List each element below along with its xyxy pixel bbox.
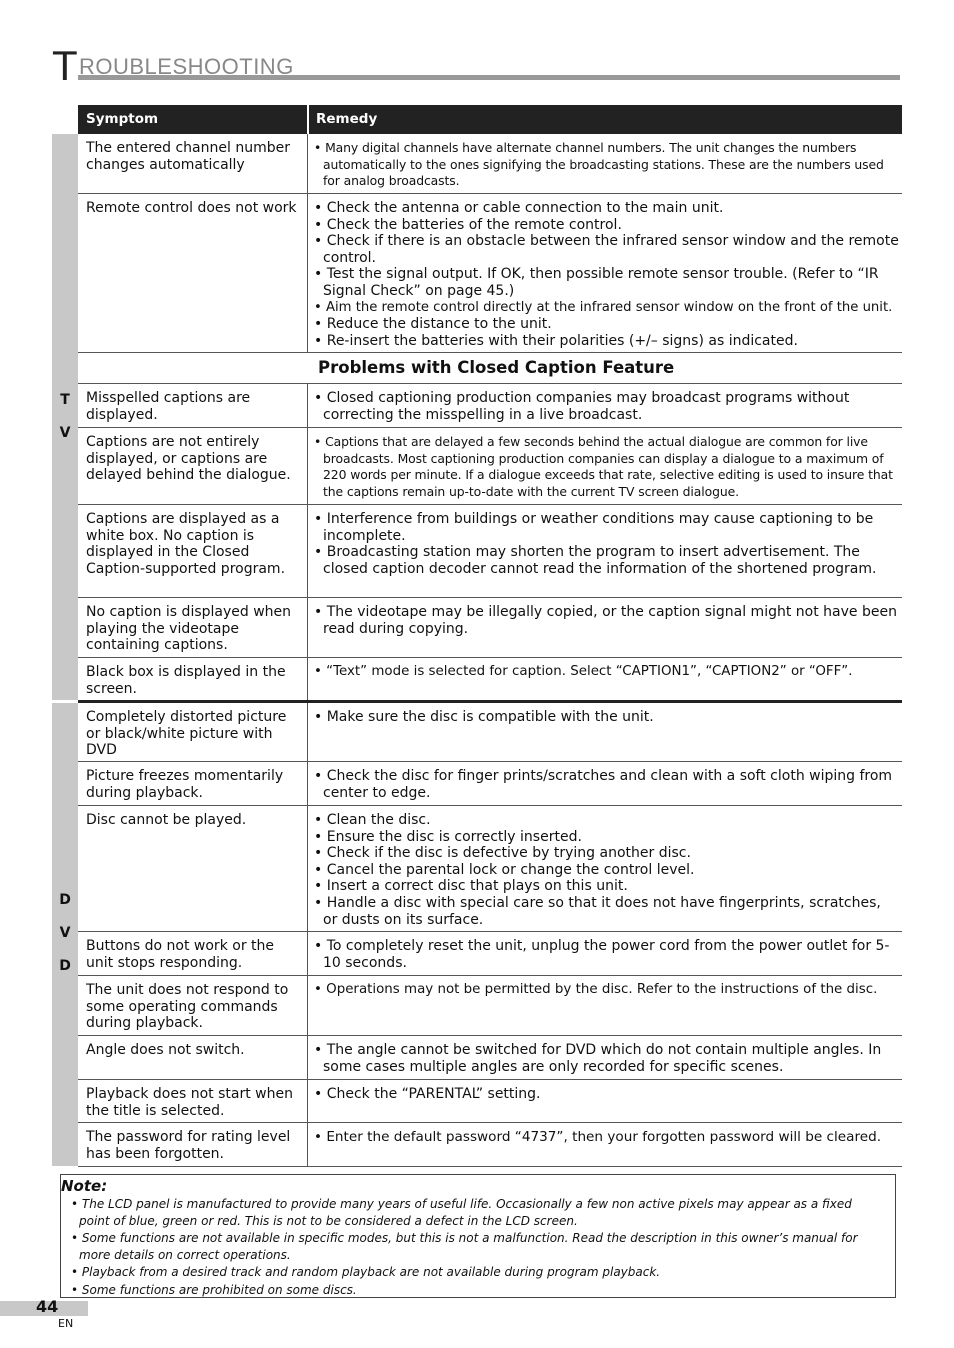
table-row: [78, 762, 902, 806]
title-rest: ROUBLESHOOTING: [79, 54, 294, 79]
note-item: • Some functions are not available in specific modes, but this is not a malfunction. Read the description in this owner’s manual for more details on correct operations.: [71, 1230, 886, 1263]
tv-label-v: V: [59, 425, 71, 441]
symptom-text: Completely distorted picture or black/white picture with DVD: [86, 709, 287, 759]
table-row: [78, 806, 902, 932]
symptom-text: Misspelled captions are displayed.: [86, 390, 251, 423]
remedy-item: • Enter the default password “4737”, then your forgotten password will be cleared.: [314, 1129, 899, 1146]
title-initial: T: [52, 42, 78, 89]
note-box: [60, 1174, 896, 1298]
symptom-text: The unit does not respond to some operating commands during playback.: [86, 982, 289, 1032]
remedy-list: [314, 938, 899, 971]
remedy-item: • Check the antenna or cable connection to the main unit.: [314, 200, 899, 217]
table-header: [78, 105, 902, 134]
remedy-item: • Cancel the parental lock or change the control level.: [314, 862, 899, 879]
dvd-label-d1: D: [59, 892, 71, 908]
note-item: • Playback from a desired track and random playback are not available during program playback.: [71, 1264, 886, 1281]
remedy-item: • Ensure the disc is correctly inserted.: [314, 829, 899, 846]
table-row: [78, 598, 902, 658]
page-language: EN: [58, 1317, 74, 1330]
table-row: [78, 428, 902, 505]
table-row: [78, 384, 902, 428]
section-heading-row: [78, 353, 902, 384]
symptom-text: Remote control does not work: [86, 200, 297, 216]
remedy-item: • Many digital channels have alternate channel numbers. The unit changes the numbers automatically to the ones signifying the broadcasting stations. These are the numbers used for analog broadcasts.: [314, 140, 899, 190]
note-item: • The LCD panel is manufactured to provide many years of useful life. Occasionally a few non active pixels may appear as a fixed point of blue, green or red. This is not to be considered a defect in the LCD screen.: [71, 1196, 886, 1229]
symptom-text: Picture freezes momentarily during playback.: [86, 768, 284, 801]
remedy-item: • Captions that are delayed a few seconds behind the actual dialogue are common for live broadcasts. Most captioning production companies can display a dialogue to a maximum of 220 words per minute. If a dialogue exceeds that rate, selective editing is used to insure that the captions remain up-to-date with the current TV screen dialogue.: [314, 434, 899, 500]
page-title: [52, 42, 902, 89]
remedy-list: [314, 982, 899, 999]
remedy-item: • Check the disc for finger prints/scratches and clean with a soft cloth wiping from center to edge.: [314, 768, 899, 801]
remedy-item: • Handle a disc with special care so that it does not have fingerprints, scratches, or dusts on its surface.: [314, 895, 899, 928]
table-row: [78, 1080, 902, 1123]
remedy-list: [314, 390, 899, 423]
remedy-item: • Broadcasting station may shorten the program to insert advertisement. The closed caption decoder cannot read the information of the shortened program.: [314, 544, 899, 577]
remedy-list: [314, 140, 899, 190]
table-row: [78, 703, 902, 762]
note-list: [71, 1196, 886, 1300]
remedy-list: [314, 200, 899, 349]
remedy-item: • Make sure the disc is compatible with the unit.: [314, 709, 899, 726]
symptom-text: Playback does not start when the title is selected.: [86, 1086, 293, 1119]
remedy-item: • Aim the remote control directly at the infrared sensor window on the front of the unit.: [314, 300, 899, 317]
remedy-list: [314, 1129, 899, 1146]
table-row: [78, 134, 902, 194]
remedy-item: • Insert a correct disc that plays on this unit.: [314, 878, 899, 895]
remedy-item: • Closed captioning production companies may broadcast programs without correcting the misspelling in a live broadcast.: [314, 390, 899, 423]
remedy-item: • To completely reset the unit, unplug the power cord from the power outlet for 5-10 seconds.: [314, 938, 899, 971]
symptom-text: Angle does not switch.: [86, 1042, 245, 1058]
remedy-list: [314, 664, 899, 681]
table-row: [78, 1036, 902, 1080]
table-row: [78, 194, 902, 353]
symptom-text: Buttons do not work or the unit stops responding.: [86, 938, 274, 971]
symptom-text: No caption is displayed when playing the videotape containing captions.: [86, 604, 292, 654]
table-row: [78, 932, 902, 976]
dvd-label-d2: D: [59, 958, 71, 974]
header-symptom: Symptom: [86, 111, 159, 127]
header-divider: [307, 105, 309, 134]
symptom-text: Captions are not entirely displayed, or captions are delayed behind the dialogue.: [86, 434, 291, 484]
remedy-list: [314, 768, 899, 801]
symptom-text: Captions are displayed as a white box. No caption is displayed in the Closed Caption-supported program.: [86, 511, 286, 577]
remedy-list: [314, 604, 899, 637]
remedy-item: • Check if there is an obstacle between the infrared sensor window and the remote control.: [314, 233, 899, 266]
symptom-text: Black box is displayed in the screen.: [86, 664, 286, 697]
header-remedy: Remedy: [316, 111, 378, 127]
symptom-text: The password for rating level has been forgotten.: [86, 1129, 291, 1162]
remedy-item: • The angle cannot be switched for DVD which do not contain multiple angles. In some cases multiple angles are only recorded for specific scenes.: [314, 1042, 899, 1075]
table-row: [78, 1123, 902, 1167]
remedy-item: • Reduce the distance to the unit.: [314, 316, 899, 333]
note-item: • Some functions are prohibited on some discs.: [71, 1282, 886, 1299]
tv-sidebar: [52, 134, 78, 700]
remedy-item: • “Text” mode is selected for caption. Select “CAPTION1”, “CAPTION2” or “OFF”.: [314, 664, 899, 681]
remedy-list: [314, 709, 899, 726]
dvd-sidebar: [52, 703, 78, 1166]
table-row: [78, 976, 902, 1036]
remedy-list: [314, 511, 899, 577]
symptom-text: Disc cannot be played.: [86, 812, 247, 828]
remedy-item: • Check the “PARENTAL” setting.: [314, 1086, 899, 1103]
table-row: [78, 505, 902, 598]
remedy-item: • Re-insert the batteries with their polarities (+/– signs) as indicated.: [314, 333, 899, 350]
remedy-list: [314, 1086, 899, 1103]
section-title: Problems with Closed Caption Feature: [318, 358, 675, 377]
table-row: [78, 658, 902, 701]
remedy-item: • Check the batteries of the remote control.: [314, 217, 899, 234]
remedy-item: • Operations may not be permitted by the disc. Refer to the instructions of the disc.: [314, 982, 899, 999]
note-title: Note:: [61, 1177, 108, 1195]
remedy-item: • Clean the disc.: [314, 812, 899, 829]
dvd-label-v: V: [59, 925, 71, 941]
remedy-item: • Test the signal output. If OK, then possible remote sensor trouble. (Refer to “IR Signal Check” on page 45.): [314, 266, 899, 299]
remedy-item: • Interference from buildings or weather conditions may cause captioning to be incomplete.: [314, 511, 899, 544]
tv-label-t: T: [60, 392, 70, 408]
remedy-item: • The videotape may be illegally copied, or the caption signal might not have been read during copying.: [314, 604, 899, 637]
symptom-text: The entered channel number changes automatically: [86, 140, 290, 173]
remedy-list: [314, 812, 899, 928]
remedy-list: [314, 434, 899, 500]
page-number: 44: [36, 1297, 59, 1316]
remedy-item: • Check if the disc is defective by trying another disc.: [314, 845, 899, 862]
remedy-list: [314, 1042, 899, 1075]
